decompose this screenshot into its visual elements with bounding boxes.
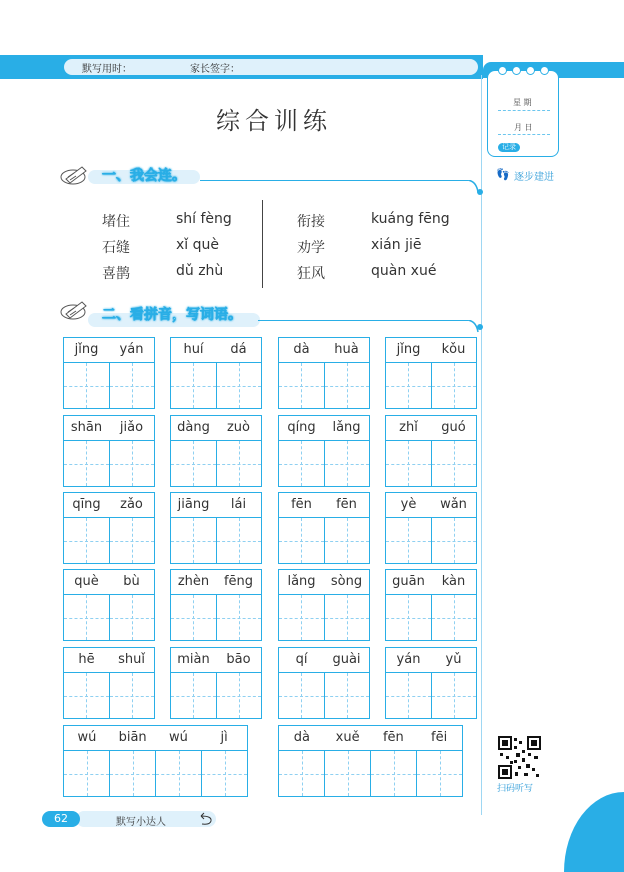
match-pinyin: xǐ què — [176, 237, 219, 253]
writing-cell[interactable] — [64, 595, 110, 640]
writing-cell[interactable] — [171, 595, 217, 640]
pinyin-syllable: jǐng — [74, 342, 99, 357]
pinyin-bar — [64, 338, 154, 363]
writing-cell[interactable] — [64, 751, 110, 796]
qr-label: 扫码听写 — [497, 784, 534, 794]
page-title: 综合训练 — [216, 107, 332, 135]
tianzige-grid — [171, 363, 261, 408]
writing-cell[interactable] — [325, 518, 370, 563]
pinyin-bar — [279, 648, 369, 673]
pinyin-writing-box — [278, 415, 370, 487]
pinyin-writing-box — [170, 647, 262, 719]
pinyin-syllable: jǐng — [396, 342, 421, 357]
page-number: 62 — [42, 811, 80, 827]
pinyin-syllable: qí — [295, 652, 308, 667]
pinyin-writing-box — [278, 492, 370, 564]
pinyin-bar — [279, 338, 369, 363]
writing-cell[interactable] — [325, 595, 370, 640]
pinyin-syllable: yán — [119, 342, 144, 357]
section1-dot — [477, 189, 483, 195]
pinyin-syllable: guān — [392, 574, 425, 589]
tianzige-grid — [64, 441, 154, 486]
pinyin-writing-box — [278, 725, 463, 797]
writing-cell[interactable] — [325, 363, 370, 408]
section2-line — [258, 320, 468, 321]
writing-cell[interactable] — [279, 363, 325, 408]
pinyin-bar — [171, 570, 261, 595]
pinyin-writing-box — [170, 569, 262, 641]
pinyin-syllable: yán — [396, 652, 421, 667]
writing-cell[interactable] — [386, 518, 432, 563]
tianzige-grid — [171, 441, 261, 486]
tianzige-grid — [279, 441, 369, 486]
pinyin-writing-box — [170, 337, 262, 409]
pinyin-syllable: dà — [293, 342, 310, 357]
pinyin-syllable: fēi — [431, 730, 448, 745]
pinyin-bar — [171, 493, 261, 518]
pinyin-bar — [171, 416, 261, 441]
pinyin-syllable: bù — [123, 574, 140, 589]
pinyin-syllable: bāo — [226, 652, 251, 667]
writing-cell[interactable] — [432, 595, 477, 640]
match-pinyin: dǔ zhù — [176, 263, 224, 279]
tianzige-grid — [386, 363, 476, 408]
calendar-tag: 记录 — [498, 143, 520, 152]
pinyin-syllable: zuò — [226, 420, 251, 435]
calendar-ring-icon — [540, 66, 549, 75]
pinyin-syllable: fēn — [336, 497, 357, 512]
pencil-icon — [60, 163, 90, 189]
match-word: 狂风 — [297, 266, 325, 282]
calendar-ring-icon — [526, 66, 535, 75]
pinyin-bar — [64, 570, 154, 595]
writing-cell[interactable] — [386, 673, 432, 718]
pinyin-syllable: dá — [230, 342, 247, 357]
calendar-ring-icon — [498, 66, 507, 75]
writing-cell[interactable] — [279, 673, 325, 718]
return-arrow-icon — [198, 812, 214, 826]
pinyin-writing-box — [278, 647, 370, 719]
pinyin-bar — [279, 493, 369, 518]
writing-cell[interactable] — [217, 595, 262, 640]
pinyin-syllable: qíng — [287, 420, 316, 435]
corner-decoration — [564, 792, 624, 872]
pinyin-syllable: guài — [332, 652, 361, 667]
writing-cell[interactable] — [110, 595, 155, 640]
match-pinyin: kuáng fēng — [371, 211, 450, 227]
pinyin-writing-box — [63, 492, 155, 564]
pinyin-bar — [386, 570, 476, 595]
writing-cell[interactable] — [279, 441, 325, 486]
pinyin-syllable: zhǐ — [399, 420, 418, 435]
pinyin-syllable: wú — [77, 730, 97, 745]
pinyin-syllable: zhèn — [177, 574, 210, 589]
writing-cell[interactable] — [217, 363, 262, 408]
pinyin-syllable: wǎn — [440, 497, 467, 512]
pinyin-syllable: jiāng — [177, 497, 210, 512]
footprints-icon: 👣 — [496, 168, 510, 181]
pinyin-bar — [386, 648, 476, 673]
pinyin-syllable: yè — [400, 497, 417, 512]
writing-cell[interactable] — [386, 363, 432, 408]
writing-cell[interactable] — [432, 518, 477, 563]
pinyin-syllable: huí — [183, 342, 204, 357]
pinyin-syllable: guó — [441, 420, 466, 435]
pinyin-syllable: jiǎo — [119, 420, 144, 435]
pinyin-syllable: kàn — [441, 574, 466, 589]
pinyin-syllable: wú — [168, 730, 188, 745]
pinyin-bar — [64, 726, 247, 751]
section1-line — [200, 180, 468, 181]
match-word: 石缝 — [102, 240, 130, 256]
tianzige-grid — [386, 595, 476, 640]
pinyin-bar — [171, 648, 261, 673]
writing-cell[interactable] — [64, 363, 110, 408]
pinyin-syllable: kǒu — [441, 342, 466, 357]
pinyin-bar — [64, 648, 154, 673]
section2-label: 二、看拼音，写词语。 — [102, 307, 242, 323]
writing-cell[interactable] — [386, 595, 432, 640]
pinyin-syllable: fēng — [223, 574, 254, 589]
tianzige-grid — [279, 751, 462, 796]
writing-cell[interactable] — [110, 363, 155, 408]
writing-cell[interactable] — [64, 441, 110, 486]
step-text: 逐步建进 — [514, 172, 554, 183]
pinyin-bar — [386, 416, 476, 441]
tianzige-grid — [64, 673, 154, 718]
pinyin-syllable: yǔ — [445, 652, 462, 667]
writing-cell[interactable] — [110, 673, 155, 718]
pinyin-syllable: hē — [78, 652, 95, 667]
writing-cell[interactable] — [325, 673, 370, 718]
pinyin-syllable: lái — [230, 497, 247, 512]
tianzige-grid — [171, 518, 261, 563]
tianzige-grid — [279, 363, 369, 408]
tianzige-grid — [64, 518, 154, 563]
pinyin-bar — [386, 338, 476, 363]
tianzige-grid — [64, 363, 154, 408]
tianzige-grid — [171, 595, 261, 640]
writing-cell[interactable] — [217, 673, 262, 718]
pinyin-syllable: sòng — [330, 574, 363, 589]
match-word: 喜鹊 — [102, 266, 130, 282]
tianzige-grid — [64, 595, 154, 640]
calendar-date-label: 月 日 — [514, 123, 533, 132]
match-pinyin: shí fèng — [176, 211, 232, 227]
pinyin-bar — [64, 416, 154, 441]
writing-cell[interactable] — [202, 751, 247, 796]
match-pinyin: quàn xué — [371, 263, 437, 279]
pinyin-syllable: zǎo — [120, 497, 143, 512]
match-word: 劝学 — [297, 240, 325, 256]
pinyin-syllable: lǎng — [287, 574, 316, 589]
writing-cell[interactable] — [110, 518, 155, 563]
pinyin-writing-box — [63, 569, 155, 641]
writing-cell[interactable] — [432, 363, 477, 408]
match-word: 堵住 — [102, 214, 130, 230]
pinyin-writing-box — [63, 415, 155, 487]
pinyin-writing-box — [385, 569, 477, 641]
pinyin-syllable: fēn — [382, 730, 404, 745]
writing-cell[interactable] — [64, 673, 110, 718]
section1-label: 一、我会连。 — [102, 168, 186, 184]
pinyin-writing-box — [63, 337, 155, 409]
writing-cell[interactable] — [325, 751, 371, 796]
pinyin-writing-box — [278, 569, 370, 641]
writing-cell[interactable] — [432, 441, 477, 486]
pinyin-writing-box — [385, 647, 477, 719]
writing-cell[interactable] — [110, 751, 156, 796]
tianzige-grid — [386, 518, 476, 563]
tianzige-grid — [386, 441, 476, 486]
tianzige-grid — [279, 518, 369, 563]
match-divider — [262, 200, 263, 288]
pinyin-bar — [279, 726, 462, 751]
pinyin-writing-box — [385, 415, 477, 487]
pinyin-writing-box — [170, 415, 262, 487]
writing-cell[interactable] — [171, 363, 217, 408]
writing-cell[interactable] — [279, 751, 325, 796]
tianzige-grid — [64, 751, 247, 796]
calendar-week-label: 星 期 — [513, 98, 532, 107]
calendar-ring-icon — [512, 66, 521, 75]
writing-cell[interactable] — [110, 441, 155, 486]
pinyin-syllable: lǎng — [332, 420, 361, 435]
pinyin-bar — [386, 493, 476, 518]
dictation-time-label: 默写用时： — [82, 64, 132, 75]
pinyin-syllable: shān — [70, 420, 103, 435]
writing-cell[interactable] — [432, 673, 477, 718]
pinyin-writing-box — [63, 725, 248, 797]
writing-cell[interactable] — [156, 751, 202, 796]
match-pinyin: xián jiē — [371, 237, 422, 253]
writing-cell[interactable] — [64, 518, 110, 563]
pencil-icon — [60, 298, 90, 324]
pinyin-syllable: dàng — [177, 420, 210, 435]
pinyin-syllable: qīng — [72, 497, 101, 512]
book-title: 默写小达人 — [116, 817, 166, 828]
parent-signature-label: 家长签字： — [190, 64, 240, 75]
writing-cell[interactable] — [279, 595, 325, 640]
match-word: 衔接 — [297, 214, 325, 230]
pinyin-syllable: miàn — [177, 652, 210, 667]
writing-cell[interactable] — [325, 441, 370, 486]
pinyin-writing-box — [63, 647, 155, 719]
pinyin-writing-box — [278, 337, 370, 409]
writing-cell[interactable] — [417, 751, 462, 796]
pinyin-bar — [64, 493, 154, 518]
pinyin-syllable: què — [74, 574, 99, 589]
tianzige-grid — [279, 673, 369, 718]
pinyin-syllable: huà — [334, 342, 359, 357]
pinyin-syllable: shuǐ — [118, 652, 145, 667]
pinyin-syllable: biān — [118, 730, 147, 745]
pinyin-syllable: fēn — [291, 497, 312, 512]
pinyin-bar — [279, 570, 369, 595]
pinyin-syllable: jì — [220, 730, 228, 745]
pinyin-bar — [279, 416, 369, 441]
writing-cell[interactable] — [217, 441, 262, 486]
writing-cell[interactable] — [171, 441, 217, 486]
tianzige-grid — [171, 673, 261, 718]
writing-cell[interactable] — [371, 751, 417, 796]
writing-cell[interactable] — [217, 518, 262, 563]
pinyin-writing-box — [385, 337, 477, 409]
pinyin-syllable: xuě — [335, 730, 360, 745]
tianzige-grid — [386, 673, 476, 718]
writing-cell[interactable] — [171, 673, 217, 718]
tianzige-grid — [279, 595, 369, 640]
section2-dot — [477, 324, 483, 330]
pinyin-syllable: dà — [293, 730, 310, 745]
pinyin-writing-box — [385, 492, 477, 564]
qr-code[interactable] — [498, 736, 541, 779]
pinyin-writing-box — [170, 492, 262, 564]
writing-cell[interactable] — [386, 441, 432, 486]
pinyin-bar — [171, 338, 261, 363]
writing-cell[interactable] — [171, 518, 217, 563]
writing-cell[interactable] — [279, 518, 325, 563]
